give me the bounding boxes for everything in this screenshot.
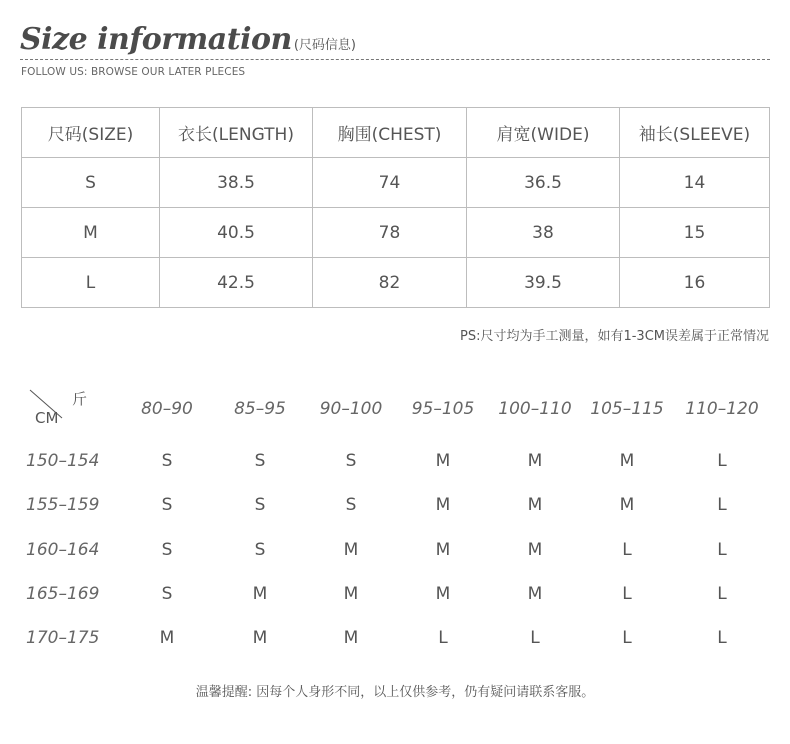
recommended-size-cell: L — [622, 540, 632, 560]
sleeve-header-cell: 袖长(SLEEVE) — [620, 108, 770, 158]
recommended-size-cell: L — [717, 628, 727, 648]
title-divider — [20, 59, 770, 60]
recommended-size-cell: M — [343, 628, 359, 648]
table-cell: 40.5 — [160, 208, 313, 258]
recommended-size-cell: L — [622, 628, 632, 648]
table-cell: 39.5 — [467, 258, 620, 308]
recommended-size-cell: M — [619, 495, 635, 515]
weight-unit-label: 斤 — [72, 390, 88, 408]
recommended-size-cell: L — [717, 540, 727, 560]
recommended-size-cell: S — [161, 540, 173, 560]
recommended-size-cell: M — [527, 495, 543, 515]
height-range-label: 160–164 — [26, 540, 100, 560]
recommended-size-cell: S — [345, 495, 357, 515]
height-range-label: 155–159 — [26, 495, 100, 515]
table-cell: 38 — [467, 208, 620, 258]
table-row — [22, 158, 770, 208]
length-header-cell: 衣长(LENGTH) — [160, 108, 313, 158]
recommended-size-cell: M — [527, 540, 543, 560]
recommended-size-cell: S — [254, 495, 266, 515]
recommended-size-cell: S — [345, 451, 357, 471]
weight-range-header: 90–100 — [319, 399, 383, 419]
size-table — [21, 107, 770, 308]
recommended-size-cell: M — [435, 540, 451, 560]
recommended-size-cell: S — [161, 451, 173, 471]
footer-reminder: 温馨提醒: 因每个人身形不同，以上仅供参考，仍有疑问请联系客服。 — [195, 685, 595, 700]
recommended-size-cell: M — [527, 584, 543, 604]
recommended-size-cell: M — [343, 540, 359, 560]
wide-header-cell: 肩宽(WIDE) — [467, 108, 620, 158]
table-cell: 42.5 — [160, 258, 313, 308]
recommended-size-cell: M — [159, 628, 175, 648]
recommended-size-cell: M — [619, 451, 635, 471]
size-header-cell: 尺码(SIZE) — [22, 108, 160, 158]
page-title-cn: (尺码信息) — [293, 38, 356, 53]
size-table-header-row — [22, 108, 770, 158]
table-cell: 74 — [313, 158, 467, 208]
height-unit-label: CM — [35, 409, 59, 427]
recommended-size-cell: L — [622, 584, 632, 604]
recommended-size-cell: L — [717, 451, 727, 471]
follow-text: FOLLOW US: BROWSE OUR LATER PLECES — [21, 66, 246, 78]
recommended-size-cell: L — [530, 628, 540, 648]
height-range-label: 165–169 — [26, 584, 100, 604]
recommended-size-cell: S — [161, 495, 173, 515]
weight-range-header: 80–90 — [141, 399, 193, 419]
table-cell: L — [22, 258, 160, 308]
height-range-label: 170–175 — [26, 628, 100, 648]
recommended-size-cell: M — [435, 451, 451, 471]
recommended-size-cell: M — [435, 584, 451, 604]
table-cell: S — [22, 158, 160, 208]
recommended-size-cell: M — [527, 451, 543, 471]
weight-range-header: 110–120 — [685, 399, 759, 419]
table-cell: 14 — [620, 158, 770, 208]
recommended-size-cell: M — [343, 584, 359, 604]
weight-range-header: 95–105 — [411, 399, 475, 419]
table-cell: 78 — [313, 208, 467, 258]
recommended-size-cell: L — [717, 495, 727, 515]
measurement-note: PS:尺寸均为手工测量，如有1-3CM误差属于正常情况 — [460, 329, 769, 344]
chest-header-cell: 胸围(CHEST) — [313, 108, 467, 158]
table-cell: 82 — [313, 258, 467, 308]
table-cell: M — [22, 208, 160, 258]
page-title: Size information — [20, 22, 292, 57]
recommended-size-cell: S — [254, 540, 266, 560]
weight-range-header: 105–115 — [590, 399, 664, 419]
recommended-size-cell: M — [252, 628, 268, 648]
header-title-row — [20, 22, 356, 57]
table-row — [22, 208, 770, 258]
height-range-label: 150–154 — [26, 451, 100, 471]
recommended-size-cell: L — [438, 628, 448, 648]
weight-range-header: 85–95 — [234, 399, 286, 419]
weight-range-header: 100–110 — [498, 399, 572, 419]
recommended-size-cell: L — [717, 584, 727, 604]
table-cell: 16 — [620, 258, 770, 308]
table-cell: 15 — [620, 208, 770, 258]
table-cell: 36.5 — [467, 158, 620, 208]
recommended-size-cell: M — [435, 495, 451, 515]
recommended-size-cell: S — [254, 451, 266, 471]
recommended-size-cell: S — [161, 584, 173, 604]
table-cell: 38.5 — [160, 158, 313, 208]
recommended-size-cell: M — [252, 584, 268, 604]
table-row — [22, 258, 770, 308]
